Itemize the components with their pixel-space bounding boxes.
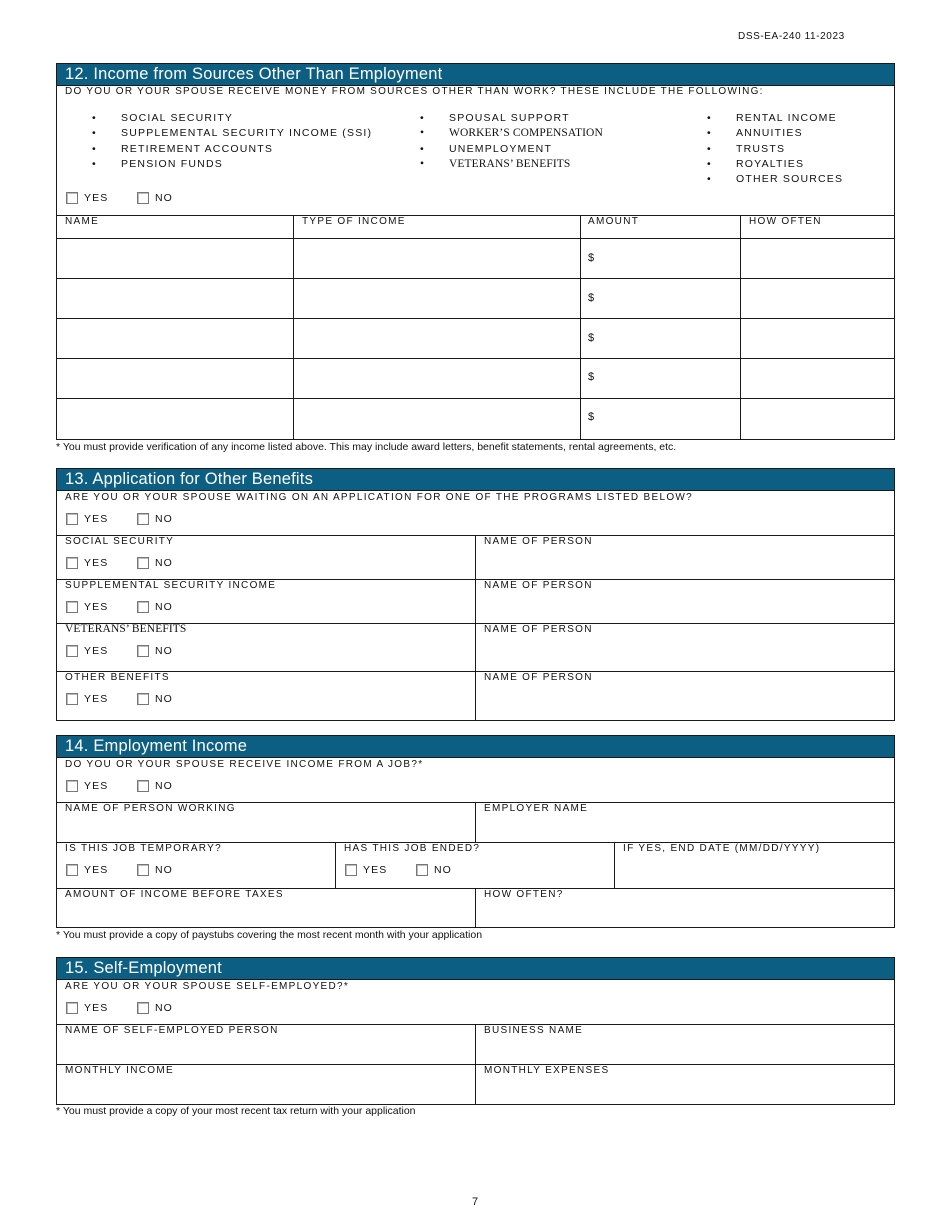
temp-no-option[interactable] <box>137 864 173 876</box>
no-label: NO <box>155 645 173 658</box>
list-item: • TRUSTS <box>736 142 843 157</box>
income-list-col1 <box>121 111 372 172</box>
list-item: • OTHER SOURCES <box>736 172 843 187</box>
checkbox[interactable] <box>66 864 78 876</box>
list-item: • SOCIAL SECURITY <box>121 111 372 126</box>
amount-before-taxes-input[interactable] <box>57 902 475 927</box>
s15-note: * You must provide a copy of your most recent tax return with your application <box>56 1105 416 1117</box>
checkbox[interactable] <box>137 693 149 705</box>
section-13-title: 13. Application for Other Benefits <box>56 468 895 491</box>
section-15-title: 15. Self-Employment <box>56 957 895 980</box>
name-of-person-input[interactable] <box>476 549 894 579</box>
section-14-question: DO YOU OR YOUR SPOUSE RECEIVE INCOME FROM A JOB?* <box>65 759 424 770</box>
yes-label: YES <box>84 780 109 793</box>
section-14 <box>56 735 895 928</box>
person-working-input[interactable] <box>57 816 475 842</box>
no-label: NO <box>155 192 173 205</box>
program-veterans: VETERANS’ BENEFITS <box>65 623 187 635</box>
other-yes-option[interactable] <box>66 693 108 705</box>
list-item: • UNEMPLOYMENT <box>449 142 603 157</box>
program-social-security: SOCIAL SECURITY <box>65 536 175 547</box>
vet-no-option[interactable] <box>137 645 173 657</box>
no-label: NO <box>155 693 173 706</box>
yes-label: YES <box>84 864 109 877</box>
amount-input[interactable] <box>581 239 740 278</box>
list-item: • VETERANS’ BENEFITS <box>449 157 603 172</box>
s15-yes-option[interactable] <box>66 1002 108 1014</box>
checkbox[interactable] <box>416 864 428 876</box>
s13-yes-option[interactable] <box>66 513 108 525</box>
monthly-income-input[interactable] <box>57 1078 475 1104</box>
list-item: • RETIREMENT ACCOUNTS <box>121 142 372 157</box>
section-12 <box>56 63 895 440</box>
col-header-amount: AMOUNT <box>588 216 640 227</box>
how-often-input[interactable] <box>741 239 894 278</box>
self-employed-person-input[interactable] <box>57 1038 475 1064</box>
section-12-question: DO YOU OR YOUR SPOUSE RECEIVE MONEY FROM SOURCES OTHER THAN WORK? THESE INCLUDE THE FOLLOWING: <box>65 86 764 97</box>
checkbox[interactable] <box>66 192 78 204</box>
section-15-body <box>56 980 895 1105</box>
temp-yes-option[interactable] <box>66 864 108 876</box>
person-working-label: NAME OF PERSON WORKING <box>65 803 236 814</box>
no-label: NO <box>155 513 173 526</box>
list-item: • SPOUSAL SUPPORT <box>449 111 603 126</box>
other-no-option[interactable] <box>137 693 173 705</box>
checkbox[interactable] <box>137 601 149 613</box>
checkbox[interactable] <box>66 513 78 525</box>
income-list-col3 <box>736 111 843 187</box>
s13-no-option[interactable] <box>137 513 173 525</box>
yes-label: YES <box>84 1002 109 1015</box>
checkbox[interactable] <box>345 864 357 876</box>
employer-name-input[interactable] <box>476 816 894 842</box>
business-name-input[interactable] <box>476 1038 894 1064</box>
no-label: NO <box>155 1002 173 1015</box>
program-ssi: SUPPLEMENTAL SECURITY INCOME <box>65 580 277 591</box>
job-temporary-label: IS THIS JOB TEMPORARY? <box>65 843 222 854</box>
name-of-person-label: NAME OF PERSON <box>484 536 593 547</box>
form-id: DSS-EA-240 11-2023 <box>738 31 845 42</box>
how-often-label: HOW OFTEN? <box>484 889 564 900</box>
monthly-income-label: MONTHLY INCOME <box>65 1065 174 1076</box>
checkbox[interactable] <box>66 601 78 613</box>
name-of-person-label: NAME OF PERSON <box>484 672 593 683</box>
list-item: • PENSION FUNDS <box>121 157 372 172</box>
section-14-title: 14. Employment Income <box>56 735 895 758</box>
section-15 <box>56 957 895 1105</box>
no-label: NO <box>155 557 173 570</box>
checkbox[interactable] <box>137 513 149 525</box>
checkbox[interactable] <box>66 1002 78 1014</box>
yes-label: YES <box>84 601 109 614</box>
no-label: NO <box>155 601 173 614</box>
vet-yes-option[interactable] <box>66 645 108 657</box>
ssi-no-option[interactable] <box>137 601 173 613</box>
monthly-expenses-label: MONTHLY EXPENSES <box>484 1065 610 1076</box>
name-of-person-label: NAME OF PERSON <box>484 580 593 591</box>
type-input[interactable] <box>294 239 580 278</box>
yes-label: YES <box>84 557 109 570</box>
section-14-body <box>56 758 895 928</box>
name-of-person-input[interactable] <box>476 685 894 719</box>
checkbox[interactable] <box>66 645 78 657</box>
yes-label: YES <box>84 645 109 658</box>
s15-no-option[interactable] <box>137 1002 173 1014</box>
self-employed-person-label: NAME OF SELF-EMPLOYED PERSON <box>65 1025 279 1036</box>
list-item: • RENTAL INCOME <box>736 111 843 126</box>
section-12-body <box>56 86 895 440</box>
section-15-question: ARE YOU OR YOUR SPOUSE SELF-EMPLOYED?* <box>65 981 350 992</box>
list-item: • ANNUITIES <box>736 126 843 141</box>
no-label: NO <box>434 864 452 877</box>
ssi-yes-option[interactable] <box>66 601 108 613</box>
currency-symbol: $ <box>588 292 595 304</box>
checkbox[interactable] <box>137 557 149 569</box>
checkbox[interactable] <box>66 557 78 569</box>
end-date-input[interactable] <box>615 856 894 888</box>
checkbox[interactable] <box>66 780 78 792</box>
yes-label: YES <box>84 192 109 205</box>
yes-label: YES <box>84 513 109 526</box>
ended-yes-option[interactable] <box>345 864 387 876</box>
program-other: OTHER BENEFITS <box>65 672 170 683</box>
business-name-label: BUSINESS NAME <box>484 1025 584 1036</box>
end-date-label: IF YES, END DATE (MM/DD/YYYY) <box>623 843 821 854</box>
currency-symbol: $ <box>588 371 595 383</box>
section-13-question: ARE YOU OR YOUR SPOUSE WAITING ON AN APPLICATION FOR ONE OF THE PROGRAMS LISTED BELOW? <box>65 492 694 503</box>
col-header-name: NAME <box>65 216 100 227</box>
page-number: 7 <box>471 1196 479 1208</box>
s14-note: * You must provide a copy of paystubs covering the most recent month with your application <box>56 929 483 941</box>
section-13-body <box>56 491 895 721</box>
checkbox[interactable] <box>137 780 149 792</box>
no-label: NO <box>155 864 173 877</box>
col-header-how-often: HOW OFTEN <box>749 216 822 227</box>
checkbox[interactable] <box>66 693 78 705</box>
name-of-person-label: NAME OF PERSON <box>484 624 593 635</box>
name-input[interactable] <box>57 239 293 278</box>
list-item: • ROYALTIES <box>736 157 843 172</box>
s14-yes-option[interactable] <box>66 780 108 792</box>
monthly-expenses-input[interactable] <box>476 1078 894 1104</box>
s12-yes-option[interactable] <box>66 192 108 204</box>
section-13 <box>56 468 895 721</box>
ended-no-option[interactable] <box>416 864 452 876</box>
currency-symbol: $ <box>588 411 595 423</box>
amount-before-taxes-label: AMOUNT OF INCOME BEFORE TAXES <box>65 889 284 900</box>
checkbox[interactable] <box>137 864 149 876</box>
ss-yes-option[interactable] <box>66 557 108 569</box>
checkbox[interactable] <box>137 1002 149 1014</box>
checkbox[interactable] <box>137 192 149 204</box>
yes-label: YES <box>84 693 109 706</box>
name-of-person-input[interactable] <box>476 593 894 623</box>
section-12-title: 12. Income from Sources Other Than Employment <box>56 63 895 86</box>
col-header-type: TYPE OF INCOME <box>302 216 406 227</box>
job-ended-label: HAS THIS JOB ENDED? <box>344 843 481 854</box>
income-list-col2 <box>449 111 603 172</box>
no-label: NO <box>155 780 173 793</box>
employer-name-label: EMPLOYER NAME <box>484 803 589 814</box>
currency-symbol: $ <box>588 252 595 264</box>
name-of-person-input[interactable] <box>476 637 894 671</box>
list-item: • SUPPLEMENTAL SECURITY INCOME (SSI) <box>121 126 372 141</box>
s12-no-option[interactable] <box>137 192 173 204</box>
currency-symbol: $ <box>588 332 595 344</box>
how-often-input[interactable] <box>476 902 894 927</box>
list-item: • WORKER’S COMPENSATION <box>449 126 603 141</box>
yes-label: YES <box>363 864 388 877</box>
checkbox[interactable] <box>137 645 149 657</box>
ss-no-option[interactable] <box>137 557 173 569</box>
s14-no-option[interactable] <box>137 780 173 792</box>
s12-note: * You must provide verification of any income listed above. This may include award letters, benefit statements, rental agreements, etc. <box>56 441 677 453</box>
